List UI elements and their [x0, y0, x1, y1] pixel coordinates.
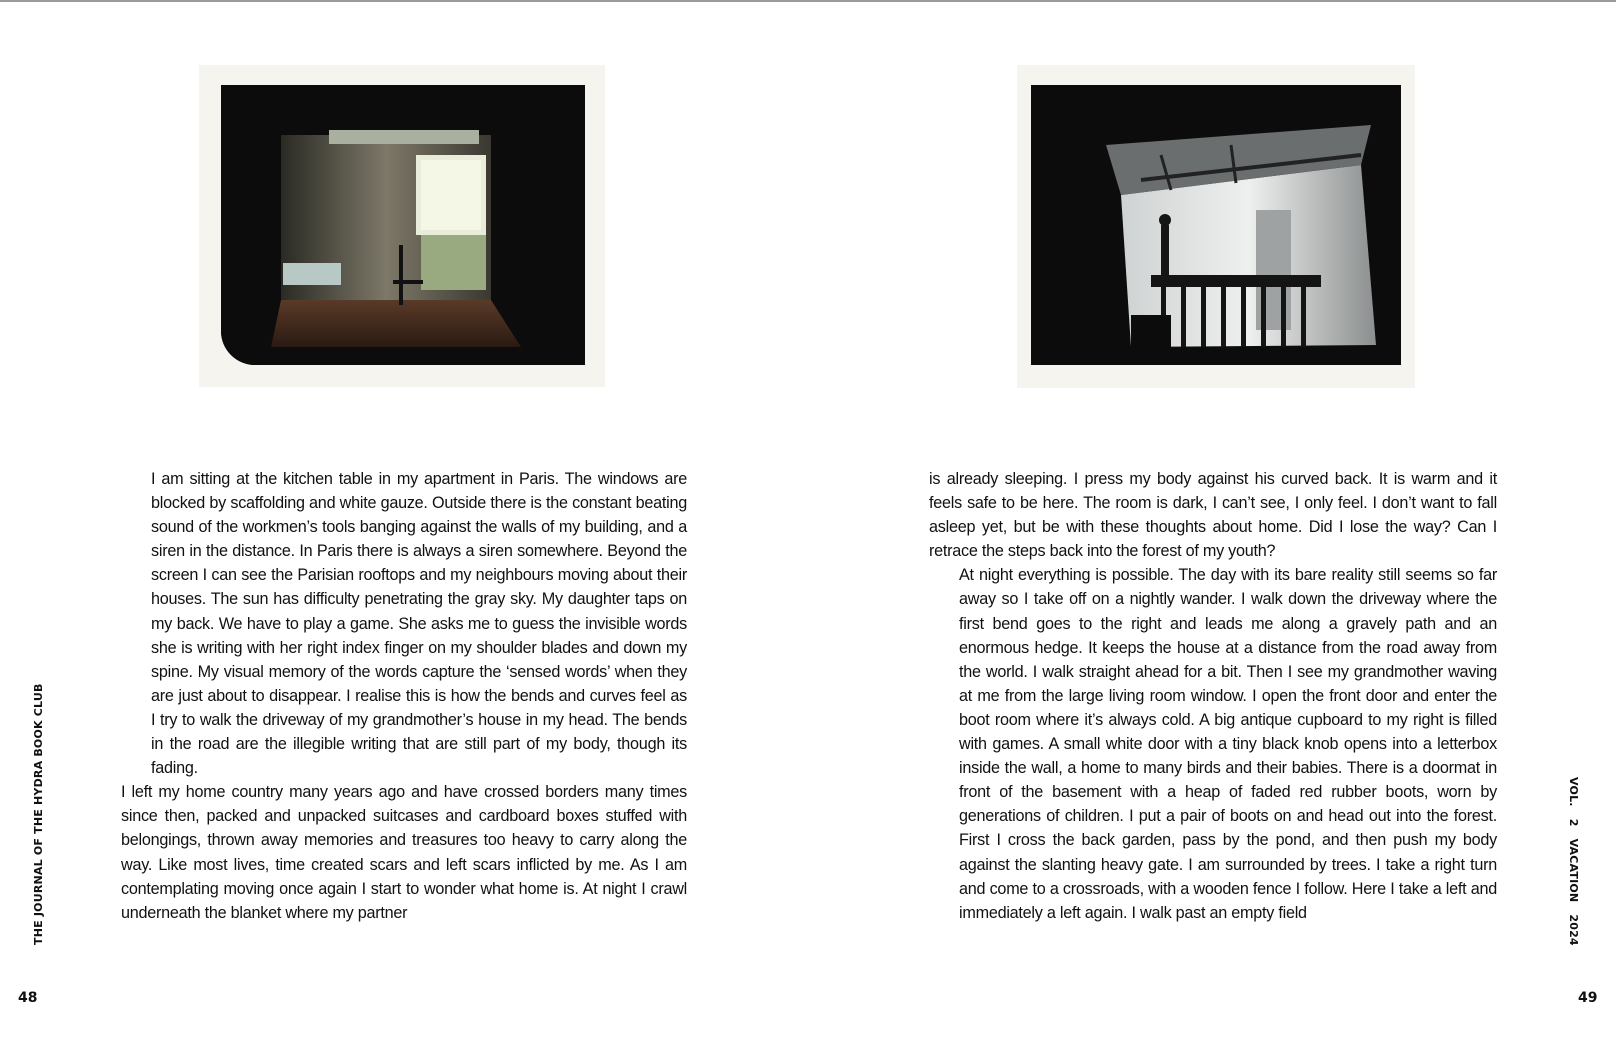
right-paragraph-1: is already sleeping. I press my body against his curved back. It is warm and it feels safe to be here. The room is dark, I can’t see, I only feel. I don’t want to fall asleep yet, but be with these thoughts about home. Did I lose the way? Can I retrace the steps back into the forest of my youth? [929, 470, 1497, 561]
staircase-photo [1017, 65, 1415, 388]
right-page-number: 49 [1578, 990, 1598, 1006]
left-text-column [121, 467, 687, 925]
left-running-head: THE JOURNAL OF THE HYDRA BOOK CLUB [32, 683, 45, 945]
staircase-photo-image [1031, 85, 1401, 365]
left-paragraph-1: I am sitting at the kitchen table in my apartment in Paris. The windows are blocked by scaffolding and white gauze. Outside there is the constant beating sound of the workmen’s tools banging against the walls of my building, and a siren in the distance. In Paris there is always a siren somewhere. Beyond the screen I can see the Parisian rooftops and my neighbours moving about their houses. The sun has difficulty penetrating the gray sky. My daughter taps on my back. We have to play a game. She asks me to guess the invisible words she is writing with her right index finger on my shoulder blades and down my spine. My visual memory of the words capture the ‘sensed words’ when they are just about to disappear. I realise this is how the bends and curves feel as I try to walk the driveway of my grandmother’s house in my head. The bends in the road are the illegible writing that are still part of my body, though its fading. [151, 470, 687, 778]
bedroom-photo-image [221, 85, 585, 365]
right-running-head: VOL. 2 VACATION 2024 [1567, 777, 1580, 946]
left-paragraph-2: I left my home country many years ago and have crossed borders many times since then, packed and unpacked suitcases and cardboard boxes stuffed with belongings, thrown away memories and treasures too heavy to carry along the way. Like most lives, time created scars and left scars inflicted by me. As I am contemplating moving once again I start to wonder what home is. At night I crawl underneath the blanket where my partner [121, 783, 687, 922]
right-paragraph-2: At night everything is possible. The day with its bare reality still seems so far away so I take off on a nightly wander. I walk down the driveway where the first bend goes to the right and leads me along a gravely path and an enormous hedge. It keeps the house at a distance from the road away from the world. I walk straight ahead for a bit. Then I see my grandmother waving at me from the large living room window. I open the front door and enter the boot room where it’s always cold. A big antique cupboard to my right is filled with games. A small white door with a tiny black knob opens into a letterbox inside the wall, a home to many birds and their babies. There is a doormat in front of the basement with a heap of faded red rubber boots, worn by generations of children. I put a pair of boots on and head out into the forest. First I cross the back garden, pass by the pond, and then push my body against the slanting heavy gate. I am surrounded by trees. I take a right turn and come to a crossroads, with a wooden fence I follow. Here I take a left and immediately a left again. I walk past an empty field [959, 566, 1497, 922]
right-text-column [929, 467, 1497, 925]
left-page-number: 48 [18, 990, 38, 1006]
bedroom-photo [199, 65, 605, 387]
top-edge-rule [0, 0, 1616, 2]
